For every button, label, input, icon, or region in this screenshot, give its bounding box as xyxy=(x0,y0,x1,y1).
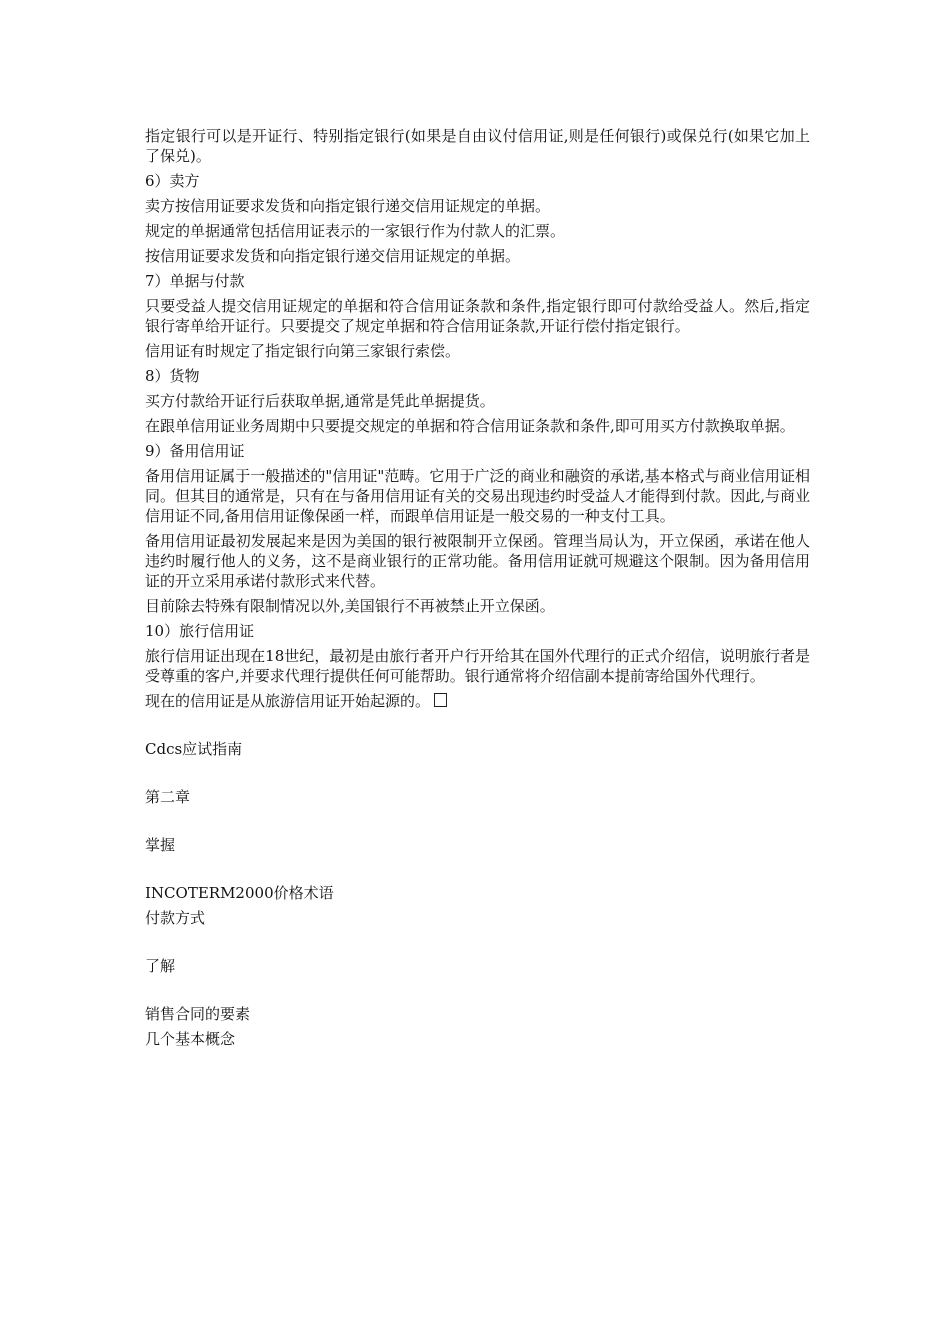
paragraph-travel-lc-2-text: 现在的信用证是从旅游信用证开始起源的。 xyxy=(145,692,431,710)
guide-title: Cdcs应试指南 xyxy=(145,740,243,758)
spacer xyxy=(145,933,810,956)
paragraph-seller-1: 卖方按信用证要求发货和向指定银行递交信用证规定的单据。 xyxy=(145,197,551,215)
document-page xyxy=(145,126,810,1054)
heading-seller: 6）卖方 xyxy=(145,172,200,190)
chapter-title: 第二章 xyxy=(145,788,191,806)
master-item: INCOTERM2000价格术语 xyxy=(145,884,334,902)
paragraph-travel-lc-1: 旅行信用证出现在18世纪，最初是由旅行者开户行开给其在国外代理行的正式介绍信，说明旅行者是受尊重的客户,并要求代理行提供任何可能帮助。银行通常将介绍信副本提前寄给国外代理行。 xyxy=(145,647,810,685)
heading-standby-lc: 9）备用信用证 xyxy=(145,442,245,460)
understand-item: 几个基本概念 xyxy=(145,1030,236,1048)
spacer xyxy=(145,812,810,835)
master-item: 付款方式 xyxy=(145,909,206,927)
paragraph-goods-1: 买方付款给开证行后获取单据,通常是凭此单据提货。 xyxy=(145,392,495,410)
spacer xyxy=(145,860,810,883)
paragraph-documents-payment-1: 只要受益人提交信用证规定的单据和符合信用证条款和条件,指定银行即可付款给受益人。然后,指定银行寄单给开证行。只要提交了规定单据和符合信用证条款,开证行偿付指定银行。 xyxy=(145,297,810,335)
paragraph-nominated-bank: 指定银行可以是开证行、特别指定银行(如果是自由议付信用证,则是任何银行)或保兑行(如果它加上了保兑)。 xyxy=(145,127,810,165)
spacer xyxy=(145,716,810,739)
paragraph-goods-2: 在跟单信用证业务周期中只要提交规定的单据和符合信用证条款和条件,即可用买方付款换取单据。 xyxy=(145,417,795,435)
spacer xyxy=(145,764,810,787)
heading-documents-payment: 7）单据与付款 xyxy=(145,272,245,290)
paragraph-standby-lc-1: 备用信用证属于一般描述的"信用证"范畴。它用于广泛的商业和融资的承诺,基本格式与商业信用证相同。但其目的通常是，只有在与备用信用证有关的交易出现违约时受益人才能得到付款。因此,与商业信用证不同,备用信用证像保函一样，而跟单信用证是一般交易的一种支付工具。 xyxy=(145,467,810,525)
heading-goods: 8）货物 xyxy=(145,367,200,385)
placeholder-box-icon xyxy=(434,693,447,707)
master-label: 掌握 xyxy=(145,836,176,854)
paragraph-seller-2: 规定的单据通常包括信用证表示的一家银行作为付款人的汇票。 xyxy=(145,222,566,240)
understand-item: 销售合同的要素 xyxy=(145,1005,251,1023)
understand-label: 了解 xyxy=(145,957,176,975)
paragraph-standby-lc-2: 备用信用证最初发展起来是因为美国的银行被限制开立保函。管理当局认为，开立保函，承诺在他人违约时履行他人的义务，这不是商业银行的正常功能。备用信用证就可规避这个限制。因为备用信用证的开立采用承诺付款形式来代替。 xyxy=(145,532,810,590)
paragraph-documents-payment-2: 信用证有时规定了指定银行向第三家银行索偿。 xyxy=(145,342,461,360)
spacer xyxy=(145,981,810,1004)
paragraph-travel-lc-2 xyxy=(145,691,810,711)
paragraph-seller-3: 按信用证要求发货和向指定银行递交信用证规定的单据。 xyxy=(145,247,521,265)
heading-travel-lc: 10）旅行信用证 xyxy=(145,622,255,640)
paragraph-standby-lc-3: 目前除去特殊有限制情况以外,美国银行不再被禁止开立保函。 xyxy=(145,597,555,615)
